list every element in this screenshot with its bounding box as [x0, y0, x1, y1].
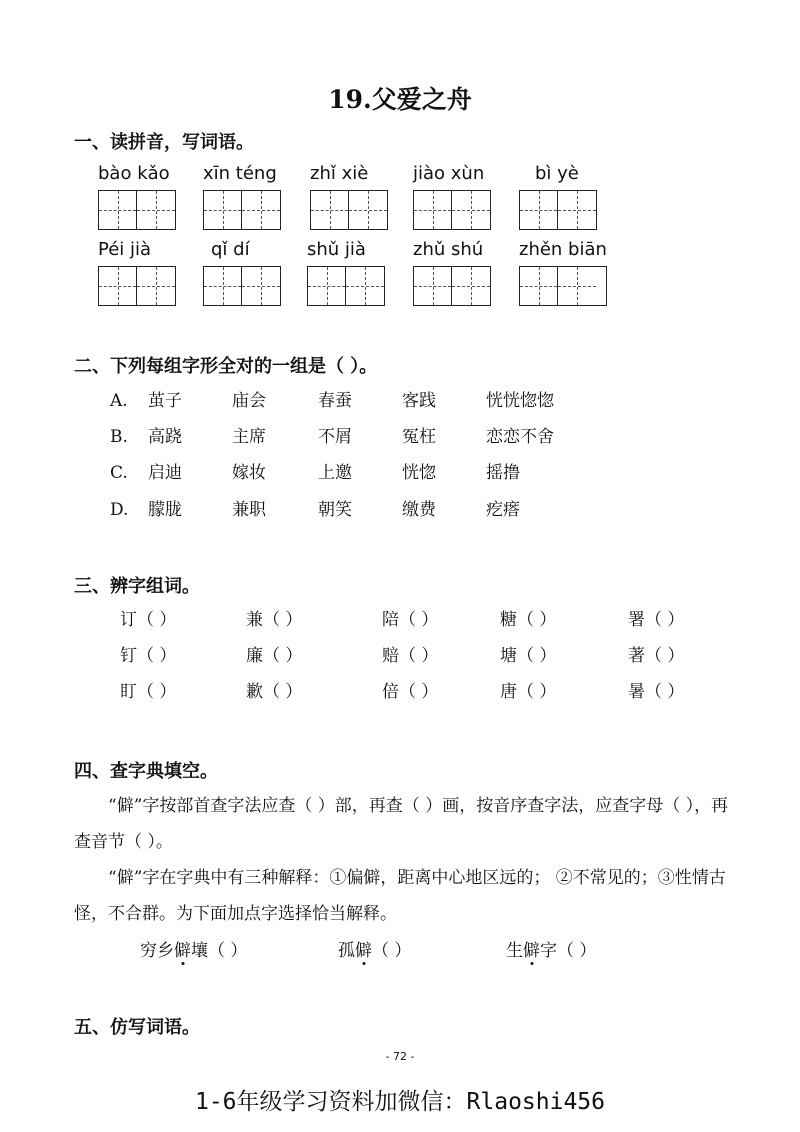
fill-item: 孤僻（ ） [338, 941, 412, 961]
option-word: 庙会 [232, 391, 266, 411]
pinyin-label: bì yè [535, 163, 579, 184]
footer-text: 1-6年级学习资料加微信：Rlaoshi456 [194, 1089, 605, 1115]
option-word: 兼职 [232, 500, 266, 520]
pinyin-label: zhěn biān [519, 239, 607, 260]
section3-heading: 三、辨字组词。 [74, 576, 200, 597]
pinyin-label: xīn téng [203, 163, 277, 184]
dotted-char: 僻 [523, 941, 540, 961]
writing-boxes [310, 190, 388, 230]
option-word: 恋恋不舍 [486, 427, 554, 447]
option-word: 冤枉 [402, 427, 436, 447]
option-word: 高跷 [148, 427, 182, 447]
pinyin-row-2 [95, 238, 615, 308]
writing-boxes [519, 266, 607, 306]
writing-boxes [98, 190, 176, 230]
fill-item: 穷乡僻壤（ ） [140, 941, 248, 961]
pinyin-label: bào kǎo [98, 163, 170, 184]
pinyin-label: qǐ dí [211, 239, 250, 260]
word-group-item: 署（ ） [628, 610, 685, 630]
writing-boxes [413, 190, 491, 230]
option-word: 朦胧 [148, 500, 182, 520]
option-letter: B. [110, 427, 128, 447]
page-number: - 72 - [385, 1050, 415, 1063]
word-group-row [120, 607, 740, 633]
option-letter: A. [110, 391, 128, 411]
dotted-char: 僻 [355, 941, 372, 961]
pinyin-label: jiào xùn [413, 163, 485, 184]
section2-heading: 二、下列每组字形全对的一组是（ ）。 [74, 356, 378, 377]
word-group-row [120, 679, 740, 705]
word-group-item: 订（ ） [120, 610, 177, 630]
word-group-item: 糖（ ） [500, 610, 557, 630]
pinyin-label: shǔ jià [307, 239, 366, 260]
dictionary-question-1: “僻”字按部首查字法应查（ ）部，再查（ ）画，按音序查字法，应查字母（ ），再查音节（ ）。 [74, 796, 729, 852]
section4-heading: 四、查字典填空。 [74, 761, 218, 782]
option-word: 不屑 [318, 427, 352, 447]
word-group-item: 倍（ ） [382, 682, 439, 702]
pinyin-row-1 [95, 162, 615, 232]
option-word: 启迪 [148, 463, 182, 483]
dictionary-question-2: “僻”字在字典中有三种解释：①偏僻，距离中心地区远的； ②不常见的；③性情古怪，不合群。为下面加点字选择恰当解释。 [74, 868, 726, 924]
option-word: 摇撸 [486, 463, 520, 483]
fill-items [140, 936, 700, 966]
word-group-item: 廉（ ） [246, 646, 303, 666]
section5-heading: 五、仿写词语。 [74, 1017, 200, 1038]
word-group-item: 塘（ ） [500, 646, 557, 666]
word-group-item: 兼（ ） [246, 610, 303, 630]
pinyin-label: zhǐ xiè [310, 163, 369, 184]
option-letter: D. [110, 500, 129, 520]
word-group-item: 赔（ ） [382, 646, 439, 666]
writing-boxes [307, 266, 385, 306]
option-word: 疙瘩 [486, 500, 520, 520]
option-word: 嫁妆 [232, 463, 266, 483]
option-word: 主席 [232, 427, 266, 447]
option-word: 朝笑 [318, 500, 352, 520]
writing-boxes [203, 190, 281, 230]
section1-heading: 一、读拼音，写词语。 [74, 132, 254, 153]
word-group-item: 钉（ ） [120, 646, 177, 666]
option-word: 上邀 [318, 463, 352, 483]
word-group-item: 歉（ ） [246, 682, 303, 702]
writing-boxes [98, 266, 176, 306]
option-word: 缴费 [402, 500, 436, 520]
option-word: 恍惚 [402, 463, 436, 483]
word-group-row [120, 643, 740, 669]
writing-boxes [203, 266, 281, 306]
word-group-item: 唐（ ） [500, 682, 557, 702]
dotted-char: 僻 [174, 941, 191, 961]
word-group-item: 盯（ ） [120, 682, 177, 702]
pinyin-label: Péi jià [98, 239, 152, 260]
option-letter: C. [110, 463, 128, 483]
option-word: 恍恍惚惚 [486, 391, 554, 411]
word-group-item: 著（ ） [628, 646, 685, 666]
pinyin-label: zhǔ shú [413, 239, 484, 260]
option-word: 茧子 [148, 391, 182, 411]
word-group-item: 暑（ ） [628, 682, 685, 702]
option-word: 客践 [402, 391, 436, 411]
writing-boxes [413, 266, 491, 306]
page-title: 19.父爱之舟 [328, 85, 472, 114]
option-word: 春蚕 [318, 391, 352, 411]
fill-item: 生僻字（ ） [506, 941, 597, 961]
word-group-item: 陪（ ） [382, 610, 439, 630]
writing-boxes [519, 190, 597, 230]
